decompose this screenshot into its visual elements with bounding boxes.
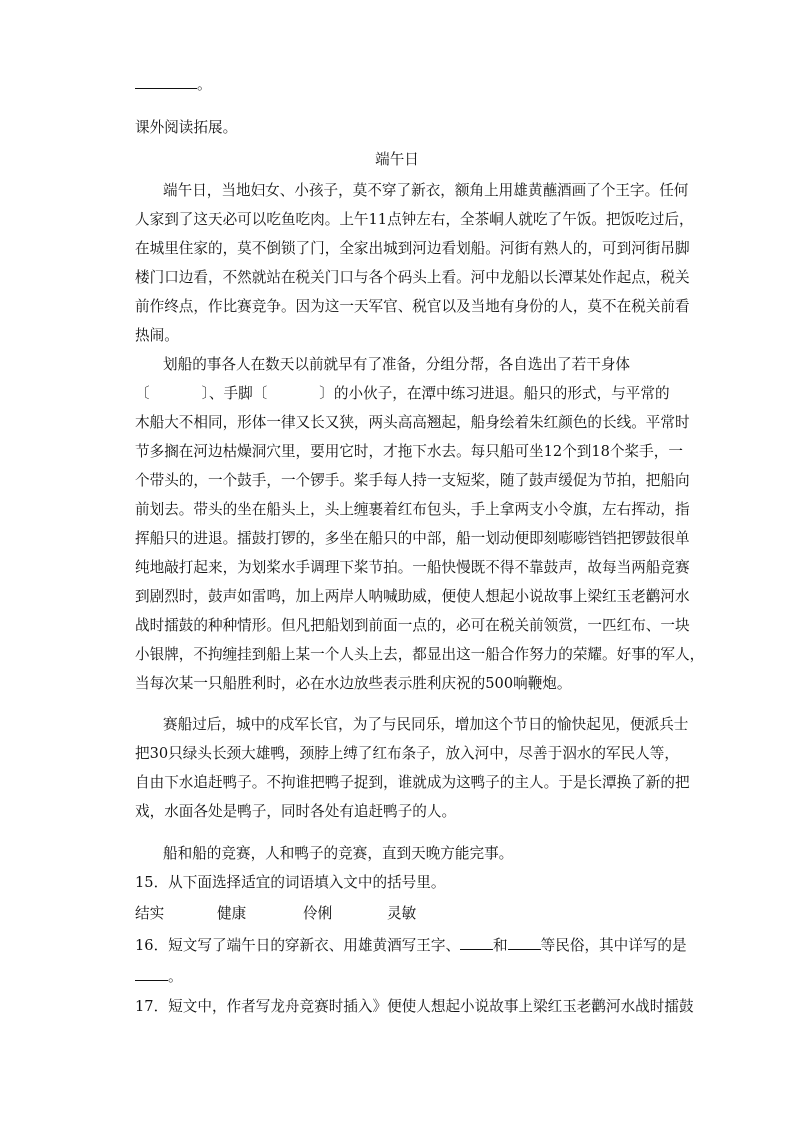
q15-options bbox=[135, 904, 663, 924]
q16-text-2: 等民俗，其中详写的是 bbox=[540, 937, 687, 954]
para3-line8: 战时擂鼓的种种情形。但凡把船划到前面一点的，必可在税关前领赏，一匹红布、一块 bbox=[135, 617, 690, 634]
question-16 bbox=[135, 935, 687, 956]
para2-line1: 划船的事各人在数天以前就早有了准备，分组分帮，各自选出了若干身体 bbox=[163, 356, 631, 373]
para1-line1: 端午日，当地妇女、小孩子，莫不穿了新衣，额角上用雄黄蘸酒画了个王字。任何 bbox=[163, 182, 689, 199]
para3-line9: 小银牌，不拘缠挂到船上某一个人头上去，都显出这一船合作努力的荣耀。好事的军人， bbox=[135, 646, 705, 663]
para1-line4: 楼门口边看，不然就站在税关门口与各个码头上看。河中龙船以长潭某处作起点，税关 bbox=[135, 269, 690, 286]
para4-line4: 戏，水面各处是鸭子，同时各处有追赶鸭子的人。 bbox=[135, 803, 457, 820]
para3-line7: 到剧烈时，鼓声如雷鸣，加上两岸人呐喊助威，便使人想起小说故事上梁红玉老鹳河水 bbox=[135, 588, 690, 605]
question-17: 17．短文中，作者写龙舟竞赛时插入》便使人想起小说故事上梁红玉老鹳河水战时擂鼓 bbox=[135, 998, 694, 1015]
para3-line3: 个带头的，一个鼓手，一个锣手。桨手每人持一支短桨，随了鼓声缓促为节拍，把船向 bbox=[135, 472, 690, 489]
para4-line3: 自由下水追赶鸭子。不拘谁把鸭子捉到，谁就成为这鸭子的主人。于是长潭换了新的把 bbox=[135, 774, 690, 791]
para3-line4: 前划去。带头的坐在船头上，头上缠裹着红布包头，手上拿两支小令旗，左右挥动，指 bbox=[135, 501, 690, 518]
bracket-open-1: 〔 bbox=[135, 385, 150, 402]
para1-line5: 前作终点，作比赛竞争。因为这一天军官、税官以及当地有身份的人，莫不在税关前看 bbox=[135, 298, 690, 315]
q15-option-3: 伶俐 bbox=[303, 905, 333, 922]
para4-line1: 赛船过后，城中的戍军长官，为了与民同乐，增加这个节日的愉快起见，便派兵士 bbox=[163, 716, 689, 733]
q16-blank-1[interactable] bbox=[460, 935, 493, 950]
section-heading: 课外阅读拓展。 bbox=[135, 119, 238, 136]
para1-line3: 在城里住家的，莫不倒锁了门，全家出城到河边看划船。河街有熟人的，可到河街吊脚 bbox=[135, 240, 690, 257]
para1-line2: 人家到了这天必可以吃鱼吃肉。上午11点钟左右，全茶峒人就吃了午饭。把饭吃过后， bbox=[135, 211, 694, 228]
q15-option-2: 健康 bbox=[217, 905, 247, 922]
bracket-line bbox=[135, 384, 670, 404]
q16-end: 。 bbox=[168, 968, 183, 985]
article-title: 端午日 bbox=[375, 151, 419, 168]
period: 。 bbox=[197, 76, 212, 93]
bracket-text-2: 〕的小伙子，在潭中练习进退。船只的形式，与平常的 bbox=[319, 385, 670, 402]
q16-blank-2[interactable] bbox=[508, 935, 541, 950]
question-15: 15．从下面选择适宜的词语填入文中的括号里。 bbox=[135, 874, 446, 891]
para3-line10: 当每次某一只船胜利时，必在水边放些表示胜利庆祝的500响鞭炮。 bbox=[135, 675, 572, 692]
para4-line2: 把30只绿头长颈大雄鸭，颈脖上缚了红布条子，放入河中，尽善于泅水的军民人等， bbox=[135, 745, 679, 762]
para1-line6: 热闹。 bbox=[135, 327, 179, 344]
q16-text-1: 16．短文写了端午日的穿新衣、用雄黄酒写王字、 bbox=[135, 937, 461, 954]
q16-and: 和 bbox=[493, 937, 508, 954]
top-answer-line bbox=[135, 74, 663, 95]
question-16-cont bbox=[135, 966, 663, 987]
q15-option-4: 灵敏 bbox=[387, 905, 417, 922]
para3-line1: 木船大不相同，形体一律又长又狭，两头高高翘起，船身绘着朱红颜色的长线。平常时 bbox=[135, 414, 690, 431]
para3-line2: 节多搁在河边枯燥洞穴里，要用它时，才拖下水去。每只船可坐12个到18个桨手，一 bbox=[135, 443, 683, 460]
answer-blank[interactable] bbox=[135, 74, 197, 89]
q15-option-1: 结实 bbox=[135, 905, 165, 922]
para3-line6: 纯地敲打起来，为划桨水手调理下桨节拍。一船快慢既不得不靠鼓声，故每当两船竞赛 bbox=[135, 559, 690, 576]
bracket-text-1: 〕、手脚〔 bbox=[201, 385, 268, 402]
para5-line1: 船和船的竞赛，人和鸭子的竞赛，直到天晚方能完事。 bbox=[163, 845, 514, 862]
q16-blank-3[interactable] bbox=[135, 966, 168, 981]
para3-line5: 挥船只的进退。擂鼓打锣的，多坐在船只的中部，船一划动便即刻嘭嘭铛铛把锣鼓很单 bbox=[135, 530, 690, 547]
